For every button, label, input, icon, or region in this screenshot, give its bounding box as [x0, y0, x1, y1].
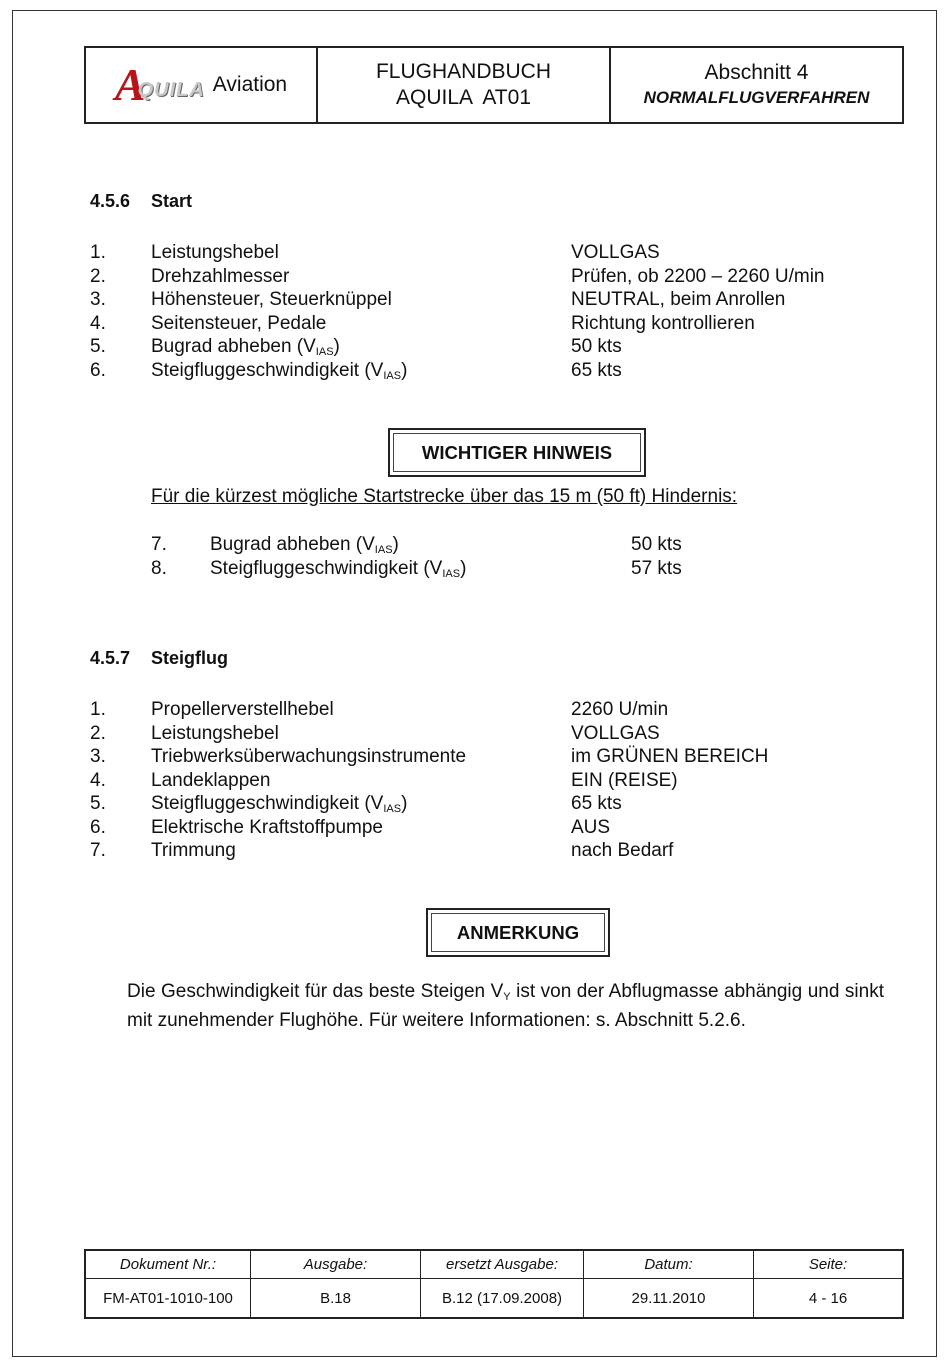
item-label [151, 359, 407, 389]
logo-wordmark: QUILA [137, 79, 205, 101]
item-label [151, 722, 279, 746]
item-label-text: Leistungshebel [151, 242, 279, 263]
item-value: VOLLGAS [571, 242, 660, 263]
item-label-text: Bugrad abheben (V [210, 534, 375, 555]
item-number: 2. [90, 265, 106, 287]
manual-title-line1: FLUGHANDBUCH [375, 60, 551, 83]
item-value: AUS [571, 816, 611, 838]
important-note-checklist [151, 533, 911, 580]
footer-page: 4 - 16 [754, 1279, 903, 1318]
item-label [210, 557, 466, 587]
item-label-text: Landeklappen [151, 769, 271, 791]
checklist-item [151, 557, 911, 581]
start-checklist [90, 241, 890, 382]
item-value: Prüfen, ob 2200 – 2260 U/min [571, 265, 825, 287]
important-note-text: Für die kürzest mögliche Startstrecke über das 15 m (50 ft) Hindernis: [151, 486, 738, 507]
climb-checklist [90, 698, 890, 863]
item-value: 50 kts [631, 534, 682, 555]
item-label-end: ) [333, 336, 340, 357]
important-note-box [388, 428, 646, 477]
item-label [151, 839, 236, 863]
item-label-subscript: IAS [315, 346, 334, 358]
start-title: Start [151, 191, 193, 211]
checklist-item [90, 769, 890, 793]
footer-replaces-issue: B.12 (17.09.2008) [421, 1279, 584, 1318]
footer-document-number: FM-AT01-1010-100 [86, 1279, 251, 1318]
checklist-item [90, 698, 890, 722]
item-label-end: ) [460, 557, 467, 579]
item-value: 65 kts [571, 359, 622, 381]
item-label-subscript: IAS [383, 803, 402, 815]
item-label-text: Leistungshebel [151, 722, 279, 744]
footer-label-replaces: ersetzt Ausgabe: [421, 1251, 584, 1279]
checklist-item [90, 265, 890, 289]
item-label [151, 745, 466, 769]
checklist-item [90, 359, 890, 383]
item-number: 3. [90, 746, 106, 767]
footer-label-page: Seite: [754, 1251, 903, 1279]
checklist-item [90, 335, 890, 359]
item-label-text: Propellerverstellhebel [151, 699, 334, 720]
item-label [151, 288, 392, 312]
item-label [151, 769, 270, 793]
remark-text [127, 980, 884, 1033]
checklist-item [151, 533, 911, 557]
important-note-title: WICHTIGER HINWEIS [393, 433, 641, 472]
document-header [84, 46, 904, 124]
page-border [12, 10, 937, 1357]
item-label [151, 698, 334, 722]
item-number: 1. [90, 699, 106, 720]
checklist-item [90, 288, 890, 312]
item-label-text: Drehzahlmesser [151, 265, 290, 287]
item-number: 8. [151, 557, 167, 579]
item-value: 2260 U/min [571, 699, 669, 720]
remark-box [426, 908, 610, 957]
climb-number: 4.5.7 [90, 648, 131, 668]
item-label [151, 241, 279, 265]
item-value: 50 kts [571, 336, 622, 357]
item-number: 1. [90, 242, 106, 263]
manual-title-line2: AQUILA AT01 [395, 86, 531, 109]
climb-heading [90, 648, 228, 669]
item-label-end: ) [401, 359, 408, 381]
item-value: VOLLGAS [571, 722, 660, 744]
item-label [151, 265, 289, 289]
item-label-text: Höhensteuer, Steuerknüppel [151, 289, 392, 310]
item-label-text: Steigfluggeschwindigkeit (V [210, 557, 443, 579]
item-number: 6. [90, 816, 106, 838]
item-number: 4. [90, 312, 106, 334]
item-label-text: Triebwerksüberwachungsinstrumente [151, 746, 467, 767]
item-number: 5. [90, 336, 106, 357]
aquila-logo-icon [114, 59, 205, 110]
item-label [151, 816, 383, 840]
remark-title: ANMERKUNG [431, 913, 605, 952]
company-logo [86, 48, 318, 122]
item-label-text: Trimmung [151, 840, 236, 861]
item-number: 7. [151, 534, 167, 555]
item-label-end: ) [392, 534, 399, 555]
section-subtitle: NORMALFLUGVERFAHREN [643, 88, 870, 107]
item-value: NEUTRAL, beim Anrollen [571, 289, 786, 310]
climb-title: Steigflug [151, 648, 228, 668]
item-label-text: Steigfluggeschwindigkeit (V [151, 793, 384, 814]
remark-text-part1: Die Geschwindigkeit für das beste Steigen V [127, 981, 504, 1002]
item-label [151, 312, 326, 336]
start-heading [90, 191, 192, 212]
item-label-text: Seitensteuer, Pedale [151, 312, 327, 334]
item-value: nach Bedarf [571, 840, 674, 861]
item-number: 7. [90, 840, 106, 861]
item-label-text: Elektrische Kraftstoffpumpe [151, 816, 383, 838]
checklist-item [90, 722, 890, 746]
checklist-item [90, 241, 890, 265]
remark-text-subscript: Y [503, 991, 511, 1003]
item-number: 4. [90, 769, 106, 791]
item-number: 5. [90, 793, 106, 814]
item-label-text: Steigfluggeschwindigkeit (V [151, 359, 384, 381]
footer-label-date: Datum: [584, 1251, 754, 1279]
checklist-item [90, 839, 890, 863]
item-number: 2. [90, 722, 106, 744]
item-number: 3. [90, 289, 106, 310]
item-value: im GRÜNEN BEREICH [571, 746, 769, 767]
footer-issue: B.18 [251, 1279, 421, 1318]
item-label-subscript: IAS [383, 369, 402, 382]
item-label-text: Bugrad abheben (V [151, 336, 316, 357]
start-number: 4.5.6 [90, 191, 131, 211]
item-label-end: ) [401, 793, 408, 814]
section-heading [611, 48, 902, 122]
item-label-subscript: IAS [442, 567, 461, 580]
footer-label-issue: Ausgabe: [251, 1251, 421, 1279]
item-value: Richtung kontrollieren [571, 312, 755, 334]
footer-date: 29.11.2010 [584, 1279, 754, 1318]
item-value: EIN (REISE) [571, 769, 678, 791]
item-label-subscript: IAS [374, 544, 393, 556]
item-number: 6. [90, 359, 106, 381]
checklist-item [90, 792, 890, 816]
checklist-item [90, 816, 890, 840]
item-value: 65 kts [571, 793, 622, 814]
document-footer [84, 1249, 904, 1319]
manual-title [318, 48, 611, 122]
logo-letter: A [114, 59, 146, 110]
checklist-item [90, 745, 890, 769]
logo-aviation-text: Aviation [212, 73, 288, 96]
checklist-item [90, 312, 890, 336]
footer-label-document: Dokument Nr.: [86, 1251, 251, 1279]
section-title: Abschnitt 4 [704, 61, 809, 84]
remark-text-part2: ist von der Abflugmasse abhängig und sinkt mit zunehmender Flughöhe. Für weitere Informationen: s. Abschnitt 5.2.6. [127, 981, 884, 1031]
item-value: 57 kts [631, 557, 682, 579]
